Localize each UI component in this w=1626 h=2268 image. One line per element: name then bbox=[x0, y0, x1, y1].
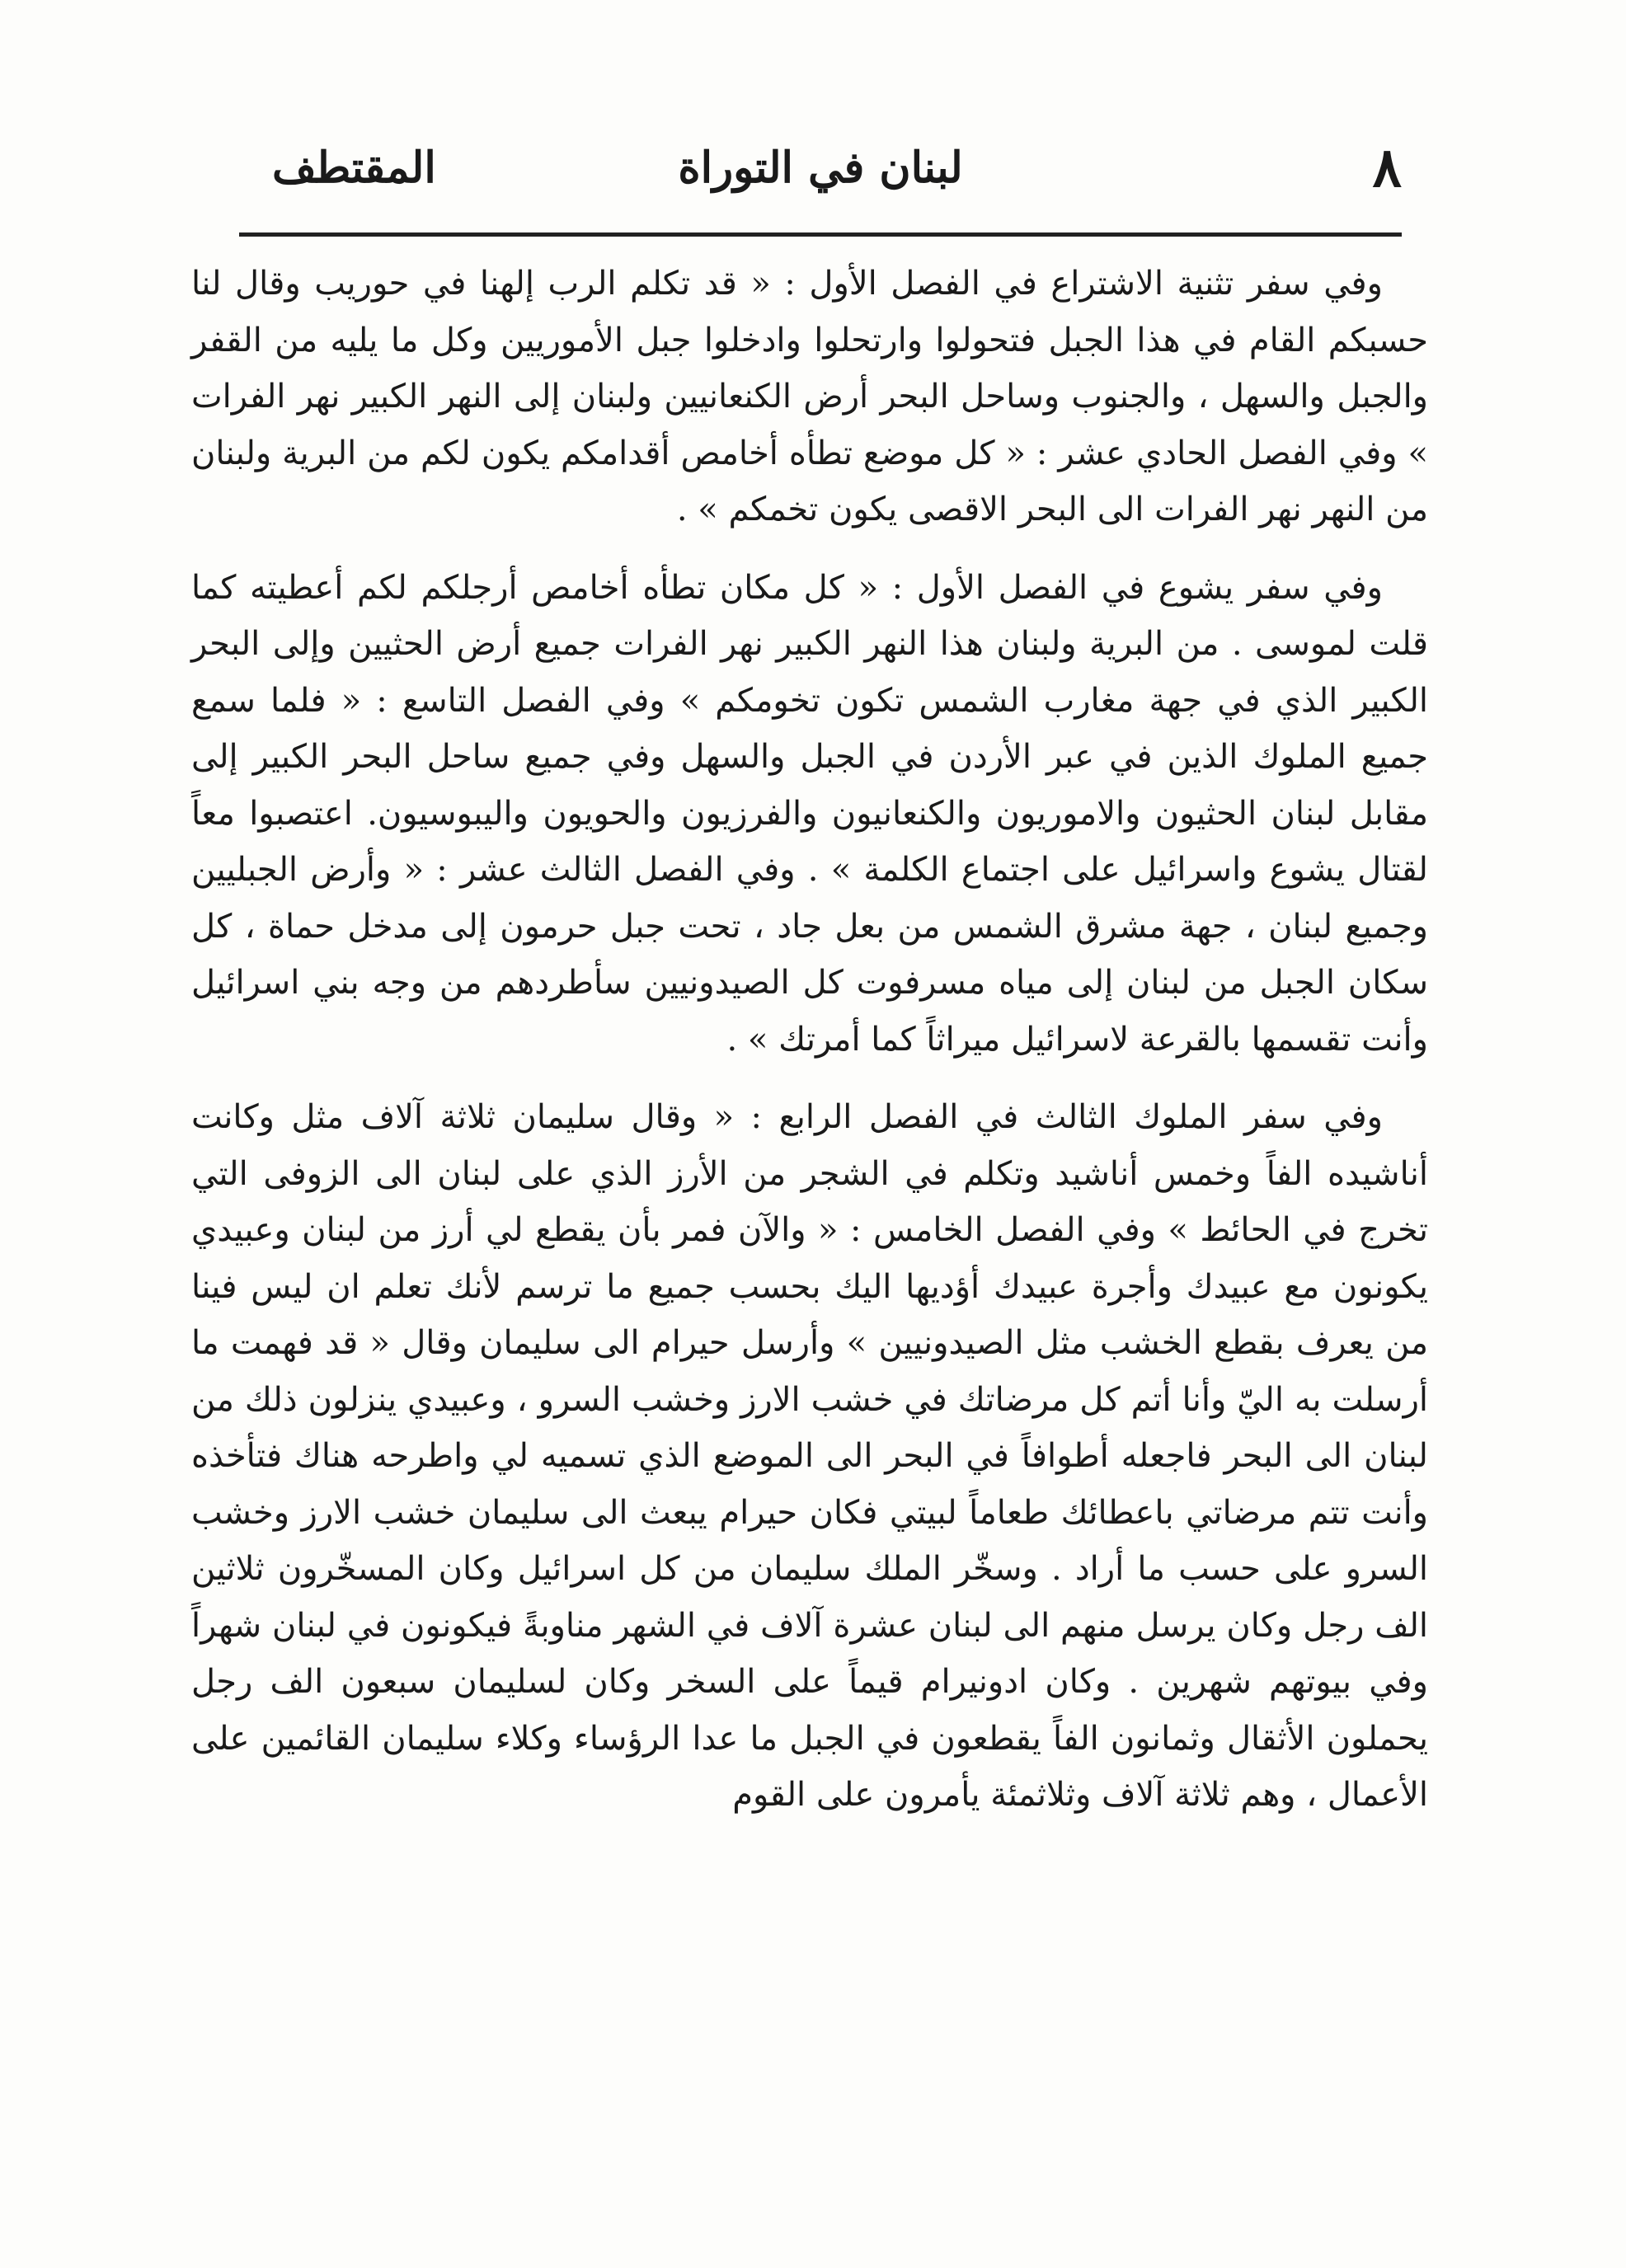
header-divider bbox=[239, 232, 1402, 237]
page-header bbox=[239, 132, 1402, 223]
running-title: لبنان في التوراة bbox=[678, 143, 963, 193]
paragraph-deuteronomy: وفي سفر تثنية الاشتراع في الفصل الأول : « قد تكلم الرب إلهنا في حوريب وقال لنا حسبكم القام في هذا الجبل فتحولوا وارتحلوا وادخلوا جبل الأموريين وكل ما يليه من القفر والجبل والسهل ، والجنوب وساحل البحر أرض الكنعانيين ولبنان إلى النهر الكبير نهر الفرات » وفي الفصل الحادي عشر : « كل موضع تطأه أخامص أقدامكم يكون لكم من البرية ولبنان من النهر نهر الفرات الى البحر الاقصى يكون تخمكم » . bbox=[191, 265, 1428, 528]
page-number: ٨ bbox=[1372, 135, 1402, 200]
article-body bbox=[191, 256, 1428, 1824]
journal-name: المقتطف bbox=[272, 143, 436, 193]
paragraph-kings: وفي سفر الملوك الثالث في الفصل الرابع : « وقال سليمان ثلاثة آلاف مثل وكانت أناشيده الفاً وخمس أناشيد وتكلم في الشجر من الأرز الذي على لبنان الى الزوفى التي تخرج في الحائط » وفي الفصل الخامس : « والآن فمر بأن يقطع لي أرز من لبنان وعبيدي يكونون مع عبيدك وأجرة عبيدك أؤديها اليك بحسب جميع ما ترسم لأنك تعلم ان ليس فينا من يعرف بقطع الخشب مثل الصيدونيين » وأرسل حيرام الى سليمان وقال « قد فهمت ما أرسلت به اليّ وأنا أتم كل مرضاتك في خشب الارز وخشب السرو ، وعبيدي ينزلون ذلك من لبنان الى البحر فاجعله أطوافاً في البحر الى الموضع الذي تسميه لي واطرحه هناك فتأخذه وأنت تتم مرضاتي باعطائك طعاماً لبيتي فكان حيرام يبعث الى سليمان خشب الارز وخشب السرو على حسب ما أراد . وسخّر الملك سليمان من كل اسرائيل وكان المسخّرون ثلاثين الف رجل وكان يرسل منهم الى لبنان عشرة آلاف في الشهر مناوبةً فيكونون في لبنان شهراً وفي بيوتهم شهرين . وكان ادونيرام قيماً على السخر وكان لسليمان سبعون الف رجل يحملون الأثقال وثمانون الفاً يقطعون في الجبل ما عدا الرؤساء وكلاء سليمان القائمين على الأعمال ، وهم ثلاثة آلاف وثلاثمئة يأمرون على القوم bbox=[191, 1098, 1429, 1814]
paragraph-joshua: وفي سفر يشوع في الفصل الأول : « كل مكان تطأه أخامص أرجلكم لكم أعطيته كما قلت لموسى . من البرية ولبنان هذا النهر الكبير نهر الفرات جميع أرض الحثيين وإلى البحر الكبير الذي في جهة مغارب الشمس تكون تخومكم » وفي الفصل التاسع : « فلما سمع جميع الملوك الذين في عبر الأردن في الجبل والسهل وفي جميع ساحل البحر الكبير إلى مقابل لبنان الحثيون والاموريون والكنعانيون والفرزيون والحويون واليبوسيون. اعتصبوا معاً لقتال يشوع واسرائيل على اجتماع الكلمة » . وفي الفصل الثالث عشر : « وأرض الجبليين وجميع لبنان ، جهة مشرق الشمس من بعل جاد ، تحت جبل حرمون إلى مدخل حماة ، كل سكان الجبل من لبنان إلى مياه مسرفوت كل الصيدونيين سأطردهم من وجه بني اسرائيل وأنت تقسمها بالقرعة لاسرائيل ميراثاً كما أمرتك » . bbox=[191, 568, 1428, 1059]
